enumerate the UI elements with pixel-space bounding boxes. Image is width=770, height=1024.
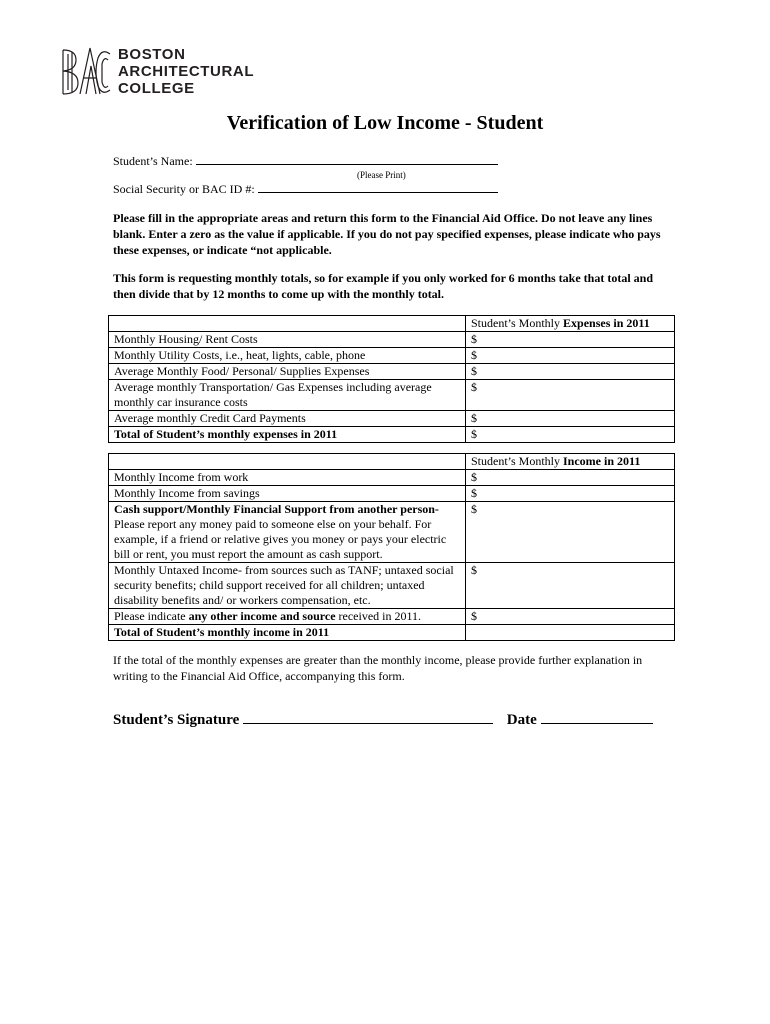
income-label: Monthly Income from savings [109,486,466,502]
expenses-header-row [109,316,675,332]
logo-line-architectural: ARCHITECTURAL [118,63,255,80]
please-print-note: (Please Print) [357,170,406,180]
other-income-label [109,609,466,625]
date-label: Date [506,712,537,728]
expense-label: Monthly Utility Costs, i.e., heat, lights, cable, phone [109,348,466,364]
logo-wordmark [118,46,254,97]
table-row [109,486,675,502]
other-income-label-pre: Please indicate [114,609,189,623]
income-value-field[interactable]: $ [466,502,675,563]
income-total-field[interactable] [466,625,675,641]
income-label: Monthly Income from work [109,470,466,486]
expense-value-field[interactable]: $ [466,364,675,380]
monthly-totals-note: This form is requesting monthly totals, so for example if you only worked for 6 months take that total and then divide that by 12 months to come up with the monthly total. [113,271,654,301]
table-row [109,380,675,411]
expenses-header-blank [109,316,466,332]
expenses-header-cell [466,316,675,332]
expense-label: Average monthly Transportation/ Gas Expenses including average monthly car insurance costs [109,380,466,411]
income-header-cell [466,454,675,470]
expense-value-field[interactable]: $ [466,380,675,411]
expense-label: Average Monthly Food/ Personal/ Supplies Expenses [109,364,466,380]
expense-value-field[interactable]: $ [466,332,675,348]
table-row [109,563,675,609]
other-income-label-post: received in 2011. [335,609,422,623]
expenses-total-label: Total of Student’s monthly expenses in 2011 [109,427,466,443]
income-value-field[interactable]: $ [466,470,675,486]
form-title: Verification of Low Income - Student [226,112,544,134]
table-row [109,348,675,364]
student-name-label: Student’s Name: [113,154,193,168]
income-table [108,453,675,641]
expenses-table [108,315,675,443]
other-income-label-bold: any other income and source [188,609,336,623]
logo-line-college: COLLEGE [118,80,195,97]
student-name-field [113,153,498,169]
income-total-label: Total of Student’s monthly income in 2011 [109,625,466,641]
date-input-line[interactable] [541,710,653,724]
table-row [109,364,675,380]
income-header-row [109,454,675,470]
income-header-prefix: Student’s Monthly [471,454,564,468]
expenses-header-bold: Expenses in 2011 [563,316,650,330]
student-id-input-line[interactable] [258,181,498,193]
bac-monogram-icon [60,44,112,100]
expenses-header-prefix: Student’s Monthly [471,316,564,330]
expense-value-field[interactable]: $ [466,348,675,364]
table-row [109,411,675,427]
expense-label: Monthly Housing/ Rent Costs [109,332,466,348]
untaxed-income-label: Monthly Untaxed Income- from sources such as TANF; untaxed social security benefits; child support received for all children; untaxed disability benefits and/ or workers compensation, etc. [109,563,466,609]
student-id-label: Social Security or BAC ID #: [113,182,255,196]
expenses-total-row [109,427,675,443]
table-row [109,470,675,486]
expenses-total-field[interactable]: $ [466,427,675,443]
student-id-field [113,181,498,197]
logo-line-boston: BOSTON [118,46,186,63]
signature-line [113,710,653,729]
cash-support-label-text: Please report any money paid to someone else on your behalf. For example, if a friend or relative gives you money or pays your electric bill or rent, you must report the amount as cash support. [114,517,447,561]
closing-paragraph: If the total of the monthly expenses are greater than the monthly income, please provide further explanation in writing to the Financial Aid Office, accompanying this form. [113,653,643,683]
income-value-field[interactable]: $ [466,486,675,502]
instructions-paragraph: Please fill in the appropriate areas and return this form to the Financial Aid Office. Do not leave any lines blank. Enter a zero as the value if applicable. If you do not pay specified expenses, please indicate who pays these expenses, or indicate “not applicable. [113,211,661,257]
college-logo [60,44,270,100]
cash-support-label [109,502,466,563]
income-header-bold: Income in 2011 [563,454,641,468]
signature-input-line[interactable] [243,710,493,724]
expense-label: Average monthly Credit Card Payments [109,411,466,427]
signature-label: Student’s Signature [113,712,240,728]
income-total-row [109,625,675,641]
cash-support-label-bold: Cash support/Monthly Financial Support from another person- [114,502,439,516]
table-row [109,332,675,348]
table-row [109,502,675,563]
student-name-input-line[interactable] [196,153,498,165]
income-value-field[interactable]: $ [466,563,675,609]
income-value-field[interactable]: $ [466,609,675,625]
expense-value-field[interactable]: $ [466,411,675,427]
table-row [109,609,675,625]
income-header-blank [109,454,466,470]
